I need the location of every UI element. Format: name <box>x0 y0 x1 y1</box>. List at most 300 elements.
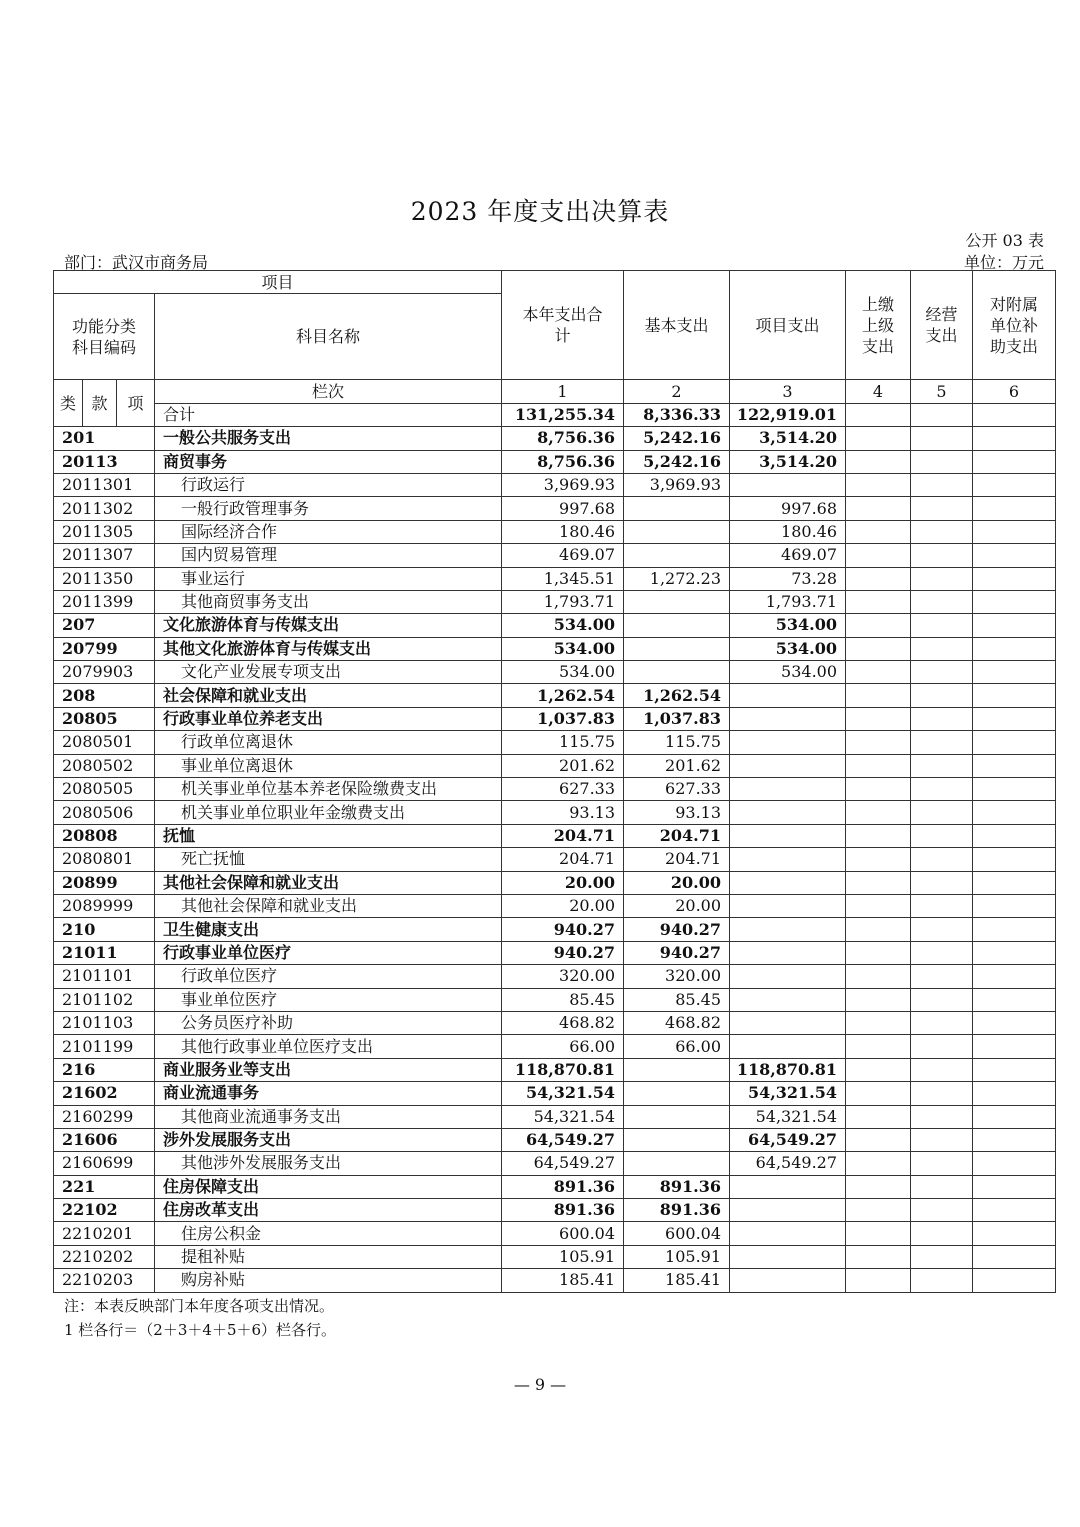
amount-col1: 201.62 <box>502 754 624 777</box>
table-row <box>54 427 1056 450</box>
amount-col3 <box>730 1245 846 1268</box>
amount-col1: 627.33 <box>502 778 624 801</box>
amount-col2: 93.13 <box>624 801 730 824</box>
table-row <box>54 544 1056 567</box>
table-row <box>54 497 1056 520</box>
table-row <box>54 567 1056 590</box>
subject-name: 行政单位医疗 <box>155 965 502 988</box>
table-row <box>54 661 1056 684</box>
subject-name: 一般行政管理事务 <box>155 497 502 520</box>
amount-col2 <box>624 1058 730 1081</box>
subject-name: 涉外发展服务支出 <box>155 1128 502 1151</box>
amount-col3 <box>730 941 846 964</box>
amount-col6 <box>973 497 1056 520</box>
amount-col3: 54,321.54 <box>730 1082 846 1105</box>
amount-col2: 1,272.23 <box>624 567 730 590</box>
table-row <box>54 1082 1056 1105</box>
amount-col1: 3,969.93 <box>502 473 624 496</box>
amount-col6 <box>973 824 1056 847</box>
amount-col4 <box>846 1082 911 1105</box>
amount-col1: 93.13 <box>502 801 624 824</box>
table-row <box>54 1105 1056 1128</box>
header-func-code: 功能分类科目编码 <box>54 294 155 380</box>
amount-col3: 180.46 <box>730 520 846 543</box>
subject-code: 2011302 <box>54 497 155 520</box>
amount-col2: 940.27 <box>624 918 730 941</box>
table-row <box>54 1269 1056 1292</box>
amount-col4 <box>846 1152 911 1175</box>
amount-col3 <box>730 801 846 824</box>
expenditure-table <box>53 270 1056 1293</box>
amount-col1: 320.00 <box>502 965 624 988</box>
amount-col4 <box>846 754 911 777</box>
amount-col2: 1,262.54 <box>624 684 730 707</box>
amount-col1: 20.00 <box>502 871 624 894</box>
amount-col2 <box>624 520 730 543</box>
amount-col2 <box>624 1152 730 1175</box>
amount-col5 <box>911 965 973 988</box>
table-row <box>54 941 1056 964</box>
subject-name: 商业流通事务 <box>155 1082 502 1105</box>
amount-col1: 469.07 <box>502 544 624 567</box>
amount-col1: 64,549.27 <box>502 1152 624 1175</box>
subject-code: 210 <box>54 918 155 941</box>
table-row <box>54 848 1056 871</box>
amount-col4 <box>846 1011 911 1034</box>
amount-col4 <box>846 1128 911 1151</box>
table-row <box>54 1058 1056 1081</box>
amount-col1: 54,321.54 <box>502 1082 624 1105</box>
col-number-6: 6 <box>973 380 1056 403</box>
amount-col4 <box>846 1058 911 1081</box>
amount-col1: 534.00 <box>502 614 624 637</box>
amount-col4 <box>846 450 911 473</box>
subject-code: 216 <box>54 1058 155 1081</box>
table-row <box>54 1175 1056 1198</box>
amount-col4 <box>846 1105 911 1128</box>
amount-col2 <box>624 1105 730 1128</box>
header-col3: 项目支出 <box>730 271 846 380</box>
subject-code: 2011307 <box>54 544 155 567</box>
amount-col6 <box>973 567 1056 590</box>
subject-name: 死亡抚恤 <box>155 848 502 871</box>
subject-code: 2101103 <box>54 1011 155 1034</box>
table-row <box>54 473 1056 496</box>
amount-col3: 3,514.20 <box>730 427 846 450</box>
amount-col6 <box>973 1152 1056 1175</box>
col-number-3: 3 <box>730 380 846 403</box>
amount-col5 <box>911 614 973 637</box>
subject-name: 公务员医疗补助 <box>155 1011 502 1034</box>
amount-col2: 85.45 <box>624 988 730 1011</box>
table-note-1: 注：本表反映部门本年度各项支出情况。 <box>64 1297 335 1315</box>
amount-col6 <box>973 1128 1056 1151</box>
amount-col1: 468.82 <box>502 1011 624 1034</box>
col-number-5: 5 <box>911 380 973 403</box>
subject-code: 2011305 <box>54 520 155 543</box>
amount-col3: 3,514.20 <box>730 450 846 473</box>
amount-col1: 204.71 <box>502 848 624 871</box>
subject-name: 其他涉外发展服务支出 <box>155 1152 502 1175</box>
amount-col5 <box>911 497 973 520</box>
amount-col1: 940.27 <box>502 918 624 941</box>
amount-col3 <box>730 965 846 988</box>
amount-col1: 1,345.51 <box>502 567 624 590</box>
amount-col6 <box>973 801 1056 824</box>
subject-code: 2210203 <box>54 1269 155 1292</box>
amount-col4 <box>846 965 911 988</box>
amount-col5 <box>911 637 973 660</box>
subject-name: 商贸事务 <box>155 450 502 473</box>
amount-col1: 940.27 <box>502 941 624 964</box>
amount-col4 <box>846 871 911 894</box>
subject-name: 提租补贴 <box>155 1245 502 1268</box>
amount-col2: 105.91 <box>624 1245 730 1268</box>
subject-code: 20113 <box>54 450 155 473</box>
amount-col4 <box>846 1269 911 1292</box>
subject-name: 文化产业发展专项支出 <box>155 661 502 684</box>
amount-col2 <box>624 544 730 567</box>
amount-col4 <box>846 614 911 637</box>
amount-col1: 1,793.71 <box>502 590 624 613</box>
amount-col2: 5,242.16 <box>624 427 730 450</box>
amount-col4 <box>846 778 911 801</box>
amount-col1: 185.41 <box>502 1269 624 1292</box>
amount-col2: 66.00 <box>624 1035 730 1058</box>
amount-col3 <box>730 1035 846 1058</box>
amount-col2 <box>624 1082 730 1105</box>
amount-col6 <box>973 965 1056 988</box>
amount-col4 <box>846 848 911 871</box>
amount-col2: 320.00 <box>624 965 730 988</box>
amount-col1: 534.00 <box>502 661 624 684</box>
department-label: 部门：武汉市商务局 <box>64 253 209 272</box>
amount-col6 <box>973 988 1056 1011</box>
table-row <box>54 1245 1056 1268</box>
amount-col6 <box>973 1175 1056 1198</box>
amount-col3: 534.00 <box>730 614 846 637</box>
subject-code: 2210202 <box>54 1245 155 1268</box>
amount-col4 <box>846 1199 911 1222</box>
amount-col5 <box>911 848 973 871</box>
amount-col6 <box>973 427 1056 450</box>
amount-col6 <box>973 918 1056 941</box>
amount-col3 <box>730 824 846 847</box>
table-row <box>54 1152 1056 1175</box>
amount-col5 <box>911 1128 973 1151</box>
amount-col2: 204.71 <box>624 824 730 847</box>
amount-col2: 627.33 <box>624 778 730 801</box>
amount-col6 <box>973 544 1056 567</box>
amount-col6 <box>973 731 1056 754</box>
amount-col5 <box>911 1082 973 1105</box>
amount-col5 <box>911 754 973 777</box>
amount-col4 <box>846 894 911 917</box>
amount-col6 <box>973 473 1056 496</box>
subject-code: 2080505 <box>54 778 155 801</box>
amount-col6 <box>973 778 1056 801</box>
amount-col1: 891.36 <box>502 1175 624 1198</box>
subject-code: 21011 <box>54 941 155 964</box>
amount-col5 <box>911 871 973 894</box>
amount-col5 <box>911 1269 973 1292</box>
amount-col5 <box>911 661 973 684</box>
amount-col5 <box>911 1152 973 1175</box>
subject-name: 行政运行 <box>155 473 502 496</box>
amount-col2 <box>624 614 730 637</box>
amount-col5 <box>911 684 973 707</box>
amount-col6 <box>973 1035 1056 1058</box>
table-row <box>54 754 1056 777</box>
amount-col6 <box>973 754 1056 777</box>
amount-col3 <box>730 731 846 754</box>
table-row <box>54 871 1056 894</box>
subject-code: 21606 <box>54 1128 155 1151</box>
subject-code: 20808 <box>54 824 155 847</box>
subject-name: 住房公积金 <box>155 1222 502 1245</box>
subject-name: 住房保障支出 <box>155 1175 502 1198</box>
amount-col5 <box>911 1011 973 1034</box>
amount-col3 <box>730 848 846 871</box>
subject-code: 2101199 <box>54 1035 155 1058</box>
subject-name: 一般公共服务支出 <box>155 427 502 450</box>
amount-col5 <box>911 918 973 941</box>
amount-col2: 1,037.83 <box>624 707 730 730</box>
amount-col6 <box>973 1011 1056 1034</box>
amount-col4 <box>846 1245 911 1268</box>
amount-col1: 54,321.54 <box>502 1105 624 1128</box>
amount-col6 <box>973 637 1056 660</box>
header-subject-name: 科目名称 <box>155 294 502 380</box>
amount-col1: 8,756.36 <box>502 450 624 473</box>
header-col1: 本年支出合计 <box>502 271 624 380</box>
amount-col6 <box>973 590 1056 613</box>
amount-col5 <box>911 450 973 473</box>
subject-name: 事业单位医疗 <box>155 988 502 1011</box>
subject-code: 2011301 <box>54 473 155 496</box>
amount-col1: 20.00 <box>502 894 624 917</box>
total-col2: 8,336.33 <box>624 403 730 426</box>
amount-col5 <box>911 1105 973 1128</box>
subject-name: 其他社会保障和就业支出 <box>155 894 502 917</box>
amount-col4 <box>846 544 911 567</box>
amount-col5 <box>911 941 973 964</box>
subject-name: 卫生健康支出 <box>155 918 502 941</box>
amount-col1: 8,756.36 <box>502 427 624 450</box>
amount-col4 <box>846 1035 911 1058</box>
subject-name: 行政事业单位养老支出 <box>155 707 502 730</box>
subject-code: 2089999 <box>54 894 155 917</box>
amount-col2: 3,969.93 <box>624 473 730 496</box>
subject-code: 20805 <box>54 707 155 730</box>
table-row <box>54 614 1056 637</box>
subject-code: 2011399 <box>54 590 155 613</box>
amount-col4 <box>846 661 911 684</box>
amount-col4 <box>846 684 911 707</box>
table-row <box>54 450 1056 473</box>
amount-col1: 180.46 <box>502 520 624 543</box>
col-number-2: 2 <box>624 380 730 403</box>
amount-col5 <box>911 473 973 496</box>
amount-col5 <box>911 894 973 917</box>
amount-col4 <box>846 427 911 450</box>
amount-col3: 118,870.81 <box>730 1058 846 1081</box>
table-row <box>54 918 1056 941</box>
amount-col6 <box>973 848 1056 871</box>
col-number-1: 1 <box>502 380 624 403</box>
amount-col5 <box>911 988 973 1011</box>
amount-col2: 5,242.16 <box>624 450 730 473</box>
subject-code: 20799 <box>54 637 155 660</box>
amount-col4 <box>846 1222 911 1245</box>
amount-col5 <box>911 1058 973 1081</box>
amount-col3 <box>730 1269 846 1292</box>
unit-label: 单位：万元 <box>963 253 1044 272</box>
amount-col6 <box>973 614 1056 637</box>
col-number-4: 4 <box>846 380 911 403</box>
subject-code: 2080501 <box>54 731 155 754</box>
amount-col1: 204.71 <box>502 824 624 847</box>
amount-col3: 1,793.71 <box>730 590 846 613</box>
amount-col1: 66.00 <box>502 1035 624 1058</box>
amount-col1: 534.00 <box>502 637 624 660</box>
amount-col2: 891.36 <box>624 1175 730 1198</box>
amount-col3: 534.00 <box>730 661 846 684</box>
amount-col5 <box>911 567 973 590</box>
table-row <box>54 637 1056 660</box>
total-col5 <box>911 403 973 426</box>
subject-name: 事业单位离退休 <box>155 754 502 777</box>
amount-col3 <box>730 894 846 917</box>
amount-col5 <box>911 707 973 730</box>
subject-code: 201 <box>54 427 155 450</box>
amount-col3 <box>730 684 846 707</box>
subject-name: 行政单位离退休 <box>155 731 502 754</box>
amount-col2: 891.36 <box>624 1199 730 1222</box>
table-row <box>54 988 1056 1011</box>
subject-code: 207 <box>54 614 155 637</box>
subject-code: 21602 <box>54 1082 155 1105</box>
amount-col1: 85.45 <box>502 988 624 1011</box>
subject-code: 208 <box>54 684 155 707</box>
total-col6 <box>973 403 1056 426</box>
subject-name: 其他社会保障和就业支出 <box>155 871 502 894</box>
subject-code: 2101101 <box>54 965 155 988</box>
table-row <box>54 520 1056 543</box>
amount-col6 <box>973 707 1056 730</box>
amount-col2: 600.04 <box>624 1222 730 1245</box>
subject-name: 住房改革支出 <box>155 1199 502 1222</box>
table-row <box>54 1199 1056 1222</box>
amount-col4 <box>846 918 911 941</box>
amount-col2 <box>624 661 730 684</box>
amount-col5 <box>911 1245 973 1268</box>
amount-col2: 940.27 <box>624 941 730 964</box>
header-lanci: 栏次 <box>155 380 502 403</box>
amount-col1: 1,262.54 <box>502 684 624 707</box>
amount-col6 <box>973 1222 1056 1245</box>
amount-col2: 115.75 <box>624 731 730 754</box>
subject-name: 机关事业单位基本养老保险缴费支出 <box>155 778 502 801</box>
amount-col4 <box>846 637 911 660</box>
amount-col4 <box>846 801 911 824</box>
amount-col5 <box>911 520 973 543</box>
amount-col3: 73.28 <box>730 567 846 590</box>
amount-col1: 891.36 <box>502 1199 624 1222</box>
total-label: 合计 <box>155 403 502 426</box>
amount-col1: 115.75 <box>502 731 624 754</box>
amount-col4 <box>846 590 911 613</box>
subject-name: 事业运行 <box>155 567 502 590</box>
amount-col4 <box>846 731 911 754</box>
table-row <box>54 684 1056 707</box>
amount-col3 <box>730 754 846 777</box>
subject-name: 商业服务业等支出 <box>155 1058 502 1081</box>
total-col4 <box>846 403 911 426</box>
subject-name: 其他商业流通事务支出 <box>155 1105 502 1128</box>
table-row <box>54 1011 1056 1034</box>
subject-code: 221 <box>54 1175 155 1198</box>
table-row <box>54 894 1056 917</box>
amount-col4 <box>846 707 911 730</box>
header-xiang: 项 <box>117 380 155 427</box>
form-number: 公开 03 表 <box>965 231 1044 250</box>
subject-code: 2080502 <box>54 754 155 777</box>
header-lei: 类 <box>54 380 83 427</box>
amount-col4 <box>846 497 911 520</box>
amount-col4 <box>846 473 911 496</box>
amount-col5 <box>911 1199 973 1222</box>
amount-col6 <box>973 1245 1056 1268</box>
amount-col3 <box>730 1222 846 1245</box>
amount-col3 <box>730 707 846 730</box>
amount-col2: 20.00 <box>624 871 730 894</box>
subject-name: 购房补贴 <box>155 1269 502 1292</box>
subject-name: 其他文化旅游体育与传媒支出 <box>155 637 502 660</box>
page-number: — 9 — <box>513 1375 567 1394</box>
amount-col2: 185.41 <box>624 1269 730 1292</box>
page-title: 2023 年度支出决算表 <box>410 197 670 226</box>
amount-col3: 469.07 <box>730 544 846 567</box>
table-row <box>54 731 1056 754</box>
amount-col4 <box>846 941 911 964</box>
subject-code: 2160699 <box>54 1152 155 1175</box>
subject-name: 其他行政事业单位医疗支出 <box>155 1035 502 1058</box>
amount-col3 <box>730 988 846 1011</box>
subject-code: 2011350 <box>54 567 155 590</box>
subject-code: 2079903 <box>54 661 155 684</box>
subject-code: 2210201 <box>54 1222 155 1245</box>
amount-col3 <box>730 1011 846 1034</box>
amount-col6 <box>973 1269 1056 1292</box>
amount-col5 <box>911 544 973 567</box>
header-kuan: 款 <box>83 380 117 427</box>
total-col1: 131,255.34 <box>502 403 624 426</box>
header-col6: 对附属单位补助支出 <box>973 271 1056 380</box>
table-note-2: 1 栏各行＝（2＋3＋4＋5＋6）栏各行。 <box>64 1321 337 1339</box>
amount-col5 <box>911 801 973 824</box>
amount-col3: 997.68 <box>730 497 846 520</box>
table-row <box>54 801 1056 824</box>
amount-col3: 534.00 <box>730 637 846 660</box>
amount-col1: 64,549.27 <box>502 1128 624 1151</box>
subject-name: 社会保障和就业支出 <box>155 684 502 707</box>
amount-col3 <box>730 778 846 801</box>
amount-col1: 600.04 <box>502 1222 624 1245</box>
header-col5: 经营支出 <box>911 271 973 380</box>
table-row <box>54 1035 1056 1058</box>
amount-col2: 201.62 <box>624 754 730 777</box>
